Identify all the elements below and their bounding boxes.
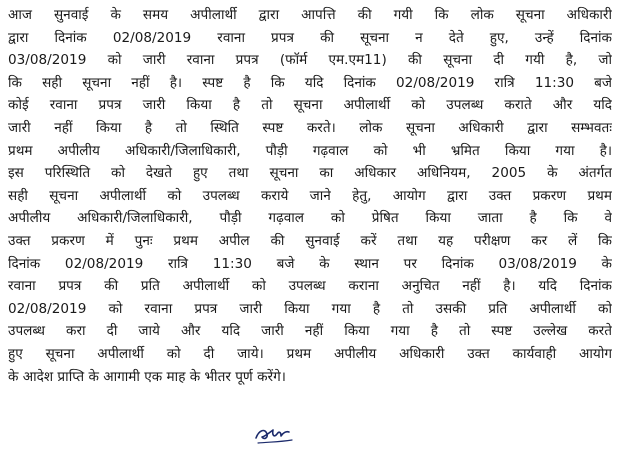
text-line-3: 03/08/2019 को जारी रवाना प्रपत्र (फॉर्म एम.एम11) की सूचना दी गयी है, जो [8,52,612,69]
handwritten-signature [250,418,300,446]
text-line-7: प्रथम अपीलीय अधिकारी/जिलाधिकारी, पौड़ी गढ़वाल को भी भ्रमित किया गया है। [8,142,612,159]
text-line-5: कोई रवाना प्रपत्र जारी किया है तो सूचना अपीलार्थी को उपलब्ध कराते और यदि [8,97,612,114]
text-line-9: सही सूचना अपीलार्थी को उपलब्ध कराये जाने हेतु, आयोग द्वारा उक्त प्रकरण प्रथम [8,187,612,204]
text-line-14: 02/08/2019 को रवाना प्रपत्र जारी किया गया है तो उसकी प्रति अपीलार्थी को [8,300,612,317]
text-line-12: दिनांक 02/08/2019 रात्रि 11:30 बजे के स्थान पर दिनांक 03/08/2019 के [8,255,612,272]
order-paragraph [8,4,612,388]
text-line-16: हुए सूचना अपीलार्थी को दी जाये। प्रथम अपीलीय अधिकारी उक्त कार्यवाही आयोग [8,345,612,362]
text-line-10: अपीलीय अधिकारी/जिलाधिकारी, पौड़ी गढ़वाल को प्रेषित किया जाता है कि वे [8,210,612,227]
text-line-1: आज सुनवाई के समय अपीलार्थी द्वारा आपत्ति की गयी कि लोक सूचना अधिकारी [8,7,612,23]
text-line-8: इस परिस्थिति को देखते हुए तथा सूचना का अधिकार अधिनियम, 2005 के अंतर्गत [8,165,612,182]
text-line-2: द्वारा दिनांक 02/08/2019 रवाना प्रपत्र की सूचना न देते हुए, उन्हें दिनांक [8,29,612,46]
text-line-15: उपलब्ध करा दी जाये और यदि जारी नहीं किया गया है तो स्पष्ट उल्लेख करते [8,323,612,340]
text-line-17: के आदेश प्राप्ति के आगामी एक माह के भीतर पूर्ण करेंगे। [8,368,286,385]
text-line-6: जारी नहीं किया है तो स्थिति स्पष्ट करते। लोक सूचना अधिकारी द्वारा सम्भवतः [8,119,612,136]
text-line-4: कि सही सूचना नहीं है। स्पष्ट है कि यदि दिनांक 02/08/2019 रात्रि 11:30 बजे [8,74,612,91]
text-line-13: रवाना प्रपत्र की प्रति अपीलार्थी को उपलब्ध कराना अनुचित नहीं है। यदि दिनांक [8,278,612,295]
signature-underline [258,440,292,443]
signature-stroke [256,430,289,438]
text-line-11: उक्त प्रकरण में पुनः प्रथम अपील की सुनवाई करें तथा यह परीक्षण कर लें कि [8,232,612,249]
